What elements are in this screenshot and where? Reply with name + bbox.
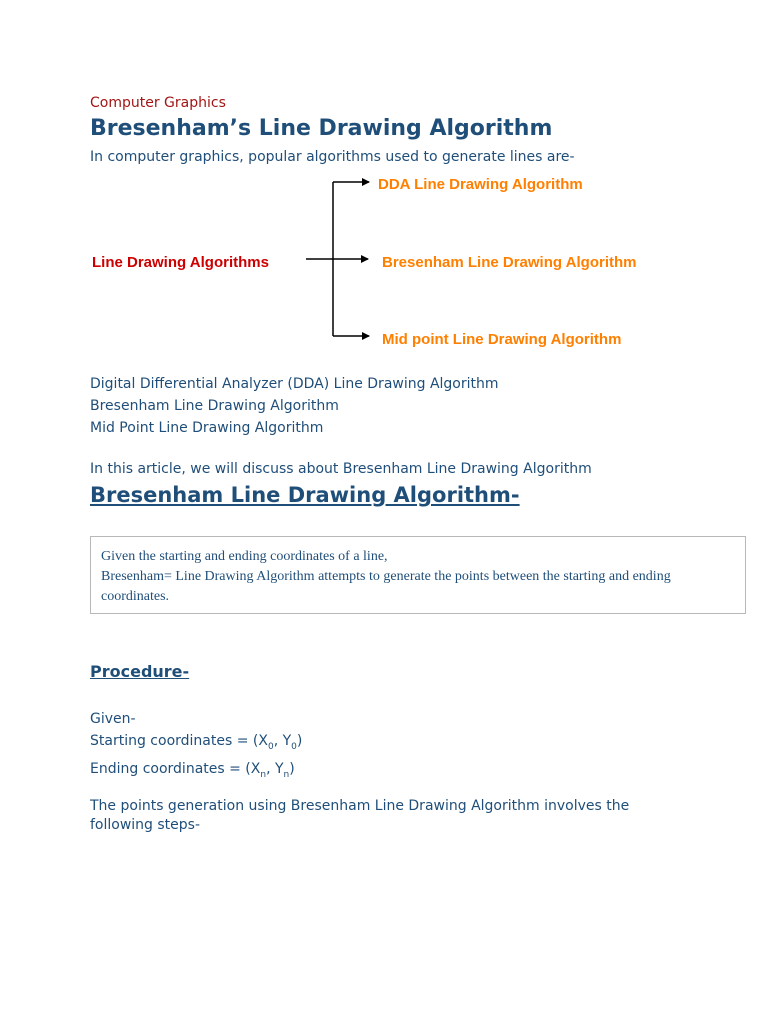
steps-intro-text: The points generation using Bresenham Line Drawing Algorithm involves the following steps- xyxy=(90,798,630,833)
definition-line-1: Given the starting and ending coordinates of a line, xyxy=(101,549,388,564)
end-subscript-x: n xyxy=(260,769,267,780)
definition-box xyxy=(90,536,746,614)
section-heading: Bresenham Line Drawing Algorithm- xyxy=(90,483,520,507)
start-subscript-x: 0 xyxy=(267,741,274,752)
page-title: Bresenham’s Line Drawing Algorithm xyxy=(90,116,553,141)
definition-line-2: Bresenham= Line Drawing Algorithm attempts to generate the points between the starting and ending coordinates. xyxy=(101,569,671,604)
end-subscript-y: n xyxy=(283,769,290,780)
end-mid: , Y xyxy=(266,760,284,777)
starting-coordinates xyxy=(90,730,302,758)
line-drawing-algorithms-diagram xyxy=(86,168,686,358)
algorithm-list xyxy=(90,373,499,439)
list-item: Digital Differential Analyzer (DDA) Line Drawing Algorithm xyxy=(90,376,499,392)
start-mid: , Y xyxy=(273,733,292,749)
start-suffix: ) xyxy=(296,733,303,749)
procedure-heading: Procedure- xyxy=(90,662,190,681)
diagram-branch-bresenham: Bresenham Line Drawing Algorithm xyxy=(382,254,637,271)
list-item: Bresenham Line Drawing Algorithm xyxy=(90,398,339,414)
diagram-branch-midpoint: Mid point Line Drawing Algorithm xyxy=(382,331,622,348)
article-intro-text: In this article, we will discuss about Bresenham Line Drawing Algorithm xyxy=(90,461,592,477)
intro-text: In computer graphics, popular algorithms used to generate lines are- xyxy=(90,149,575,165)
given-block xyxy=(90,708,302,786)
start-subscript-y: 0 xyxy=(291,741,297,752)
given-label: Given- xyxy=(90,711,136,727)
diagram-branch-dda: DDA Line Drawing Algorithm xyxy=(378,176,583,193)
diagram-root-label: Line Drawing Algorithms xyxy=(92,254,269,271)
end-suffix: ) xyxy=(289,760,295,777)
ending-coordinates xyxy=(90,758,302,786)
end-prefix: Ending coordinates = (X xyxy=(90,760,261,777)
list-item: Mid Point Line Drawing Algorithm xyxy=(90,420,324,436)
category-label: Computer Graphics xyxy=(90,95,226,111)
start-prefix: Starting coordinates = (X xyxy=(90,733,268,749)
